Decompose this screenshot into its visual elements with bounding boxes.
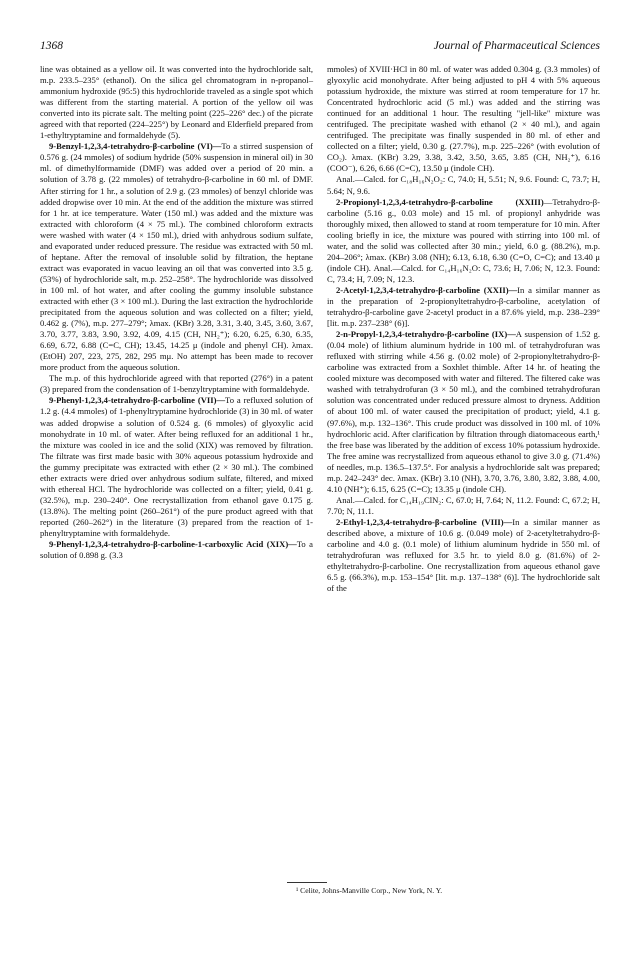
journal-title: Journal of Pharmaceutical Sciences — [433, 40, 600, 52]
section-heading: 2-Ethyl-1,2,3,4-tetrahydro-β-carboline (VIII)— — [336, 516, 513, 527]
section-heading: 2-n-Propyl-1,2,3,4-tetrahydro-β-carboline (IX)— — [336, 329, 516, 340]
paragraph — [40, 64, 313, 141]
footnote: ¹ Celite, Johns-Manville Corp., New York, N. Y. — [296, 886, 443, 895]
running-header — [40, 40, 600, 56]
paragraph — [327, 495, 600, 517]
paragraph-text: mmoles) of XVIII·HCl in 80 ml. of water was added 0.304 g. (3.3 mmoles) of glyoxylic acid monohydrate. After being adjusted to pH 4 with 5% aqueous potassium hydroxide, the mixture was stirred at room temperature for 17 hr. Concentrated hydrochloric acid (5 ml.) was added and the stirring was continued for an additional 1 hour. The resulting "jell-like" mixture was centrifuged. The precipitate washed with ethanol (2 × 40 ml.), and again centrifuged. The precipitate was finally suspended in 80 ml. of ether and collected on a filter; yield, 0.30 g. (27.7%), m.p. 225–226° (with evolution of CO₂). λmax. (KBr) 3.29, 3.38, 3.42, 3.50, 3.65, 3.85 (CH, NH₂⁺), 6.16 (COO⁻), 6.26, 6.66 (C=C), 13.50 μ (indole CH). — [327, 64, 600, 174]
journal-page — [40, 40, 600, 940]
paragraph — [327, 197, 600, 285]
paragraph-text: A suspension of 1.52 g. (0.04 mole) of lithium aluminum hydride in 100 ml. of tetrahydrofuran was refluxed with stirring while 4.56 g. (0.02 mole) of 2-propionyltetrahydro-β-carboline was extracted from a Soxhlet thimble. After 14 hr. of heating the cooled mixture was decomposed with water and filtered. The filtered cake was washed with tetrahydrofuran (3 × 50 ml.), and the combined tetrahydrofuran solution was concentrated under reduced pressure almost to dryness. Addition of about 100 ml. of water caused the precipitation of product; yield, 4.1 g. (97.6%), m.p. 132–136°. This crude product was dissolved in 100 ml. of 10% hydrochloric acid. After clarification by filtration through diatomaceous earth,¹ the free base was liberated by the addition of excess 10% potassium hydroxide. The free amine was recrystallized from aqueous ethanol to give 3.0 g. (71.4%) of needles, m.p. 136.5–137.5°. For analysis a hydrochloride salt was prepared; m.p. 242–243° dec. λmax. (KBr) 3.10 (NH), 3.70, 3.76, 3.80, 3.82, 3.88, 4.00, 4.10 (NH⁺); 6.15, 6.25 (C=C); 13.35 μ (indole CH). — [327, 329, 600, 494]
paragraph-text: Anal.—Calcd. for C₁₈H₁₆N₂O₂: C, 74.0; H, 5.51; N, 9.6. Found: C, 73.7; H, 5.64; N, 9.6. — [327, 174, 600, 196]
section-heading: 9-Phenyl-1,2,3,4-tetrahydro-β-carboline-1-carboxylic Acid (XIX)— — [49, 539, 297, 550]
right-column — [327, 64, 600, 594]
paragraph — [40, 395, 313, 539]
paragraph-text: In a similar manner as in the preparation of 2-propionyltetrahydro-β-carboline, acetylation of tetrahydro-β-carboline gave 2-acetyl product in a 87.6% yield, m.p. 238–239° [lit. m.p. 237–238° (6)]. — [327, 284, 600, 329]
paragraph — [327, 174, 600, 196]
paragraph-text: To a refluxed solution of 1.2 g. (4.4 mmoles) of 1-phenyltryptamine hydrochloride (3) in 30 ml. of water was added dropwise a solution of 0.524 g. (6 mmoles) of glyoxylic acid monohydrate in 10 ml. of water. After being refluxed for an additional 1 hr., the mixture was cooled in ice and the solid (XIX) was removed by filtration. The filtrate was first made basic with 30% aqueous potassium hydroxide and the gummy precipitate was extracted with ether (2 × 30 ml.). The combined ether extracts were dried over anhydrous sodium sulfate, filtered, and mixed with ethereal HCl. The hydrochloride was collected on a filter; yield, 0.41 g. (32.5%), m.p. 230–240°. One recrystallization from ethanol gave 0.175 g. (13.8%). The melting point (260–261°) of the pure product agreed with that reported (260–262°) in the literature (3) prepared from the reaction of 1-phenyltryptamine with formaldehyde. — [40, 395, 313, 538]
paragraph — [40, 373, 313, 395]
paragraph-text: line was obtained as a yellow oil. It was converted into the hydrochloride salt, m.p. 233.5–235° (ethanol). On the silica gel chromatogram in n-propanol–ammonium hydroxide (95:5) this hydrochloride traveled as a single spot which was different from the starting material. A portion of the yellow oil was converted into its picrate salt. The melting point (225–226° dec.) of the picrate agreed with that reported (224–225°) by Leonard and Elderfield prepared from 1-ethyltryptamine and formaldehyde (5). — [40, 64, 313, 141]
paragraph — [327, 517, 600, 594]
paragraph — [40, 539, 313, 561]
paragraph-text: To a solution of 0.898 g. (3.3 — [40, 539, 313, 561]
page-number: 1368 — [40, 40, 63, 52]
section-heading: 9-Benzyl-1,2,3,4-tetrahydro-β-carboline (VI)— — [49, 141, 222, 152]
section-heading: 2-Acetyl-1,2,3,4-tetrahydro-β-carboline (XXII)— — [336, 284, 518, 295]
paragraph-text: In a similar manner as described above, a mixture of 10.6 g. (0.049 mole) of 2-acetyltetrahydro-β-carboline and 4.0 g. (0.1 mole) of lithium aluminum hydride in 550 ml. of tetrahydrofuran was refluxed for 3.5 hr. to yield 8.0 g. (81.6%) of 2-ethyltetrahydro-β-carboline. One recrystallization from aqueous ethanol gave 6.5 g. (66.3%), m.p. 153–154° [lit. m.p. 137–138° (6)]. The hydrochloride salt of the — [327, 516, 600, 594]
section-heading: 9-Phenyl-1,2,3,4-tetrahydro-β-carboline (VII)— — [49, 395, 226, 406]
footnote-rule — [287, 882, 327, 883]
paragraph-text: To a stirred suspension of 0.576 g. (24 mmoles) of sodium hydride (50% suspension in mineral oil) in 30 ml. of dimethylformamide (DMF) was added over a period of 20 min. a solution of 3.78 g. (22 mmoles) of tetrahydro-β-carboline in 60 ml. of DMF. After stirring for 1 hr., a solution of 2.9 g. (23 mmoles) of benzyl chloride was added dropwise over 10 min. At the end of the addition the mixture was stirred for 1 hr. at ice temperature. Water (150 ml.) was added and the mixture was extracted with chloroform (4 × 75 ml.). The combined chloroform extracts were washed with water (4 × 150 ml.), dried with anhydrous sodium sulfate, and evaporated under reduced pressure. The residue was extracted with 50 ml. of heptane. After the removal of insoluble solid by filtration, the heptane extract was evaporated in vacuo leaving an oil that was converted into 3.5 g. (53%) of hydrochloride salt, m.p. 252–258°. The hydrochloride was dissolved in 100 ml. of hot water, and after cooling the gummy insoluble substance extracted with ether (3 × 100 ml.). During the last extraction the hydrochloride precipitated from the aqueous solution and was collected on a filter; yield, 0.462 g. (7%), m.p. 277–279°; λmax. (KBr) 3.28, 3.31, 3.40, 3.45, 3.60, 3.67, 3.70, 3.77, 3.83, 3.90, 3.92, 4.09, 4.15 (CH, NH₂⁺); 6.20, 6.25, 6.30, 6.35, 6.69, 6.72, 6.88 (C=C, CH); 13.45, 14.25 μ (indole and phenyl CH). λmax. (EtOH) 207, 223, 275, 282, 295 mμ. No attempt has been made to recover more product from the aqueous solution. — [40, 141, 313, 373]
left-column — [40, 64, 313, 561]
section-heading: 2-Propionyl-1,2,3,4-tetrahydro-β-carboline (XXIII) — [336, 196, 544, 207]
paragraph-text: —Tetrahydro-β-carboline (5.16 g., 0.03 mole) and 15 ml. of propionyl anhydride was thoroughly mixed, then allowed to stand at room temperature for 10 min. After cooling briefly in ice, the mixture was poured with stirring into 100 ml. of water, and the solid was collected after 30 min.; yield, 6.0 g. (88.2%), m.p. 204–206°; λmax. (KBr) 3.08 (NH); 6.13, 6.18, 6.30 (C=O, C=C); and 13.40 μ (indole CH). Anal.—Calcd. for C₁₄H₁₆N₂O: C, 73.6; H, 7.06; N, 12.3. Found: C, 73.4; H, 7.09; N, 12.3. — [327, 196, 600, 284]
paragraph — [327, 285, 600, 329]
paragraph-text: The m.p. of this hydrochloride agreed with that reported (276°) in a patent (3) prepared from the condensation of 1-benzyltryptamine with formaldehyde. — [40, 373, 313, 395]
paragraph — [327, 64, 600, 174]
paragraph — [40, 141, 313, 373]
paragraph — [327, 329, 600, 495]
paragraph-text: Anal.—Calcd. for C₁₄H₁₉ClN₂: C, 67.0; H, 7.64; N, 11.2. Found: C, 67.2; H, 7.70; N, 11.1. — [327, 494, 600, 516]
